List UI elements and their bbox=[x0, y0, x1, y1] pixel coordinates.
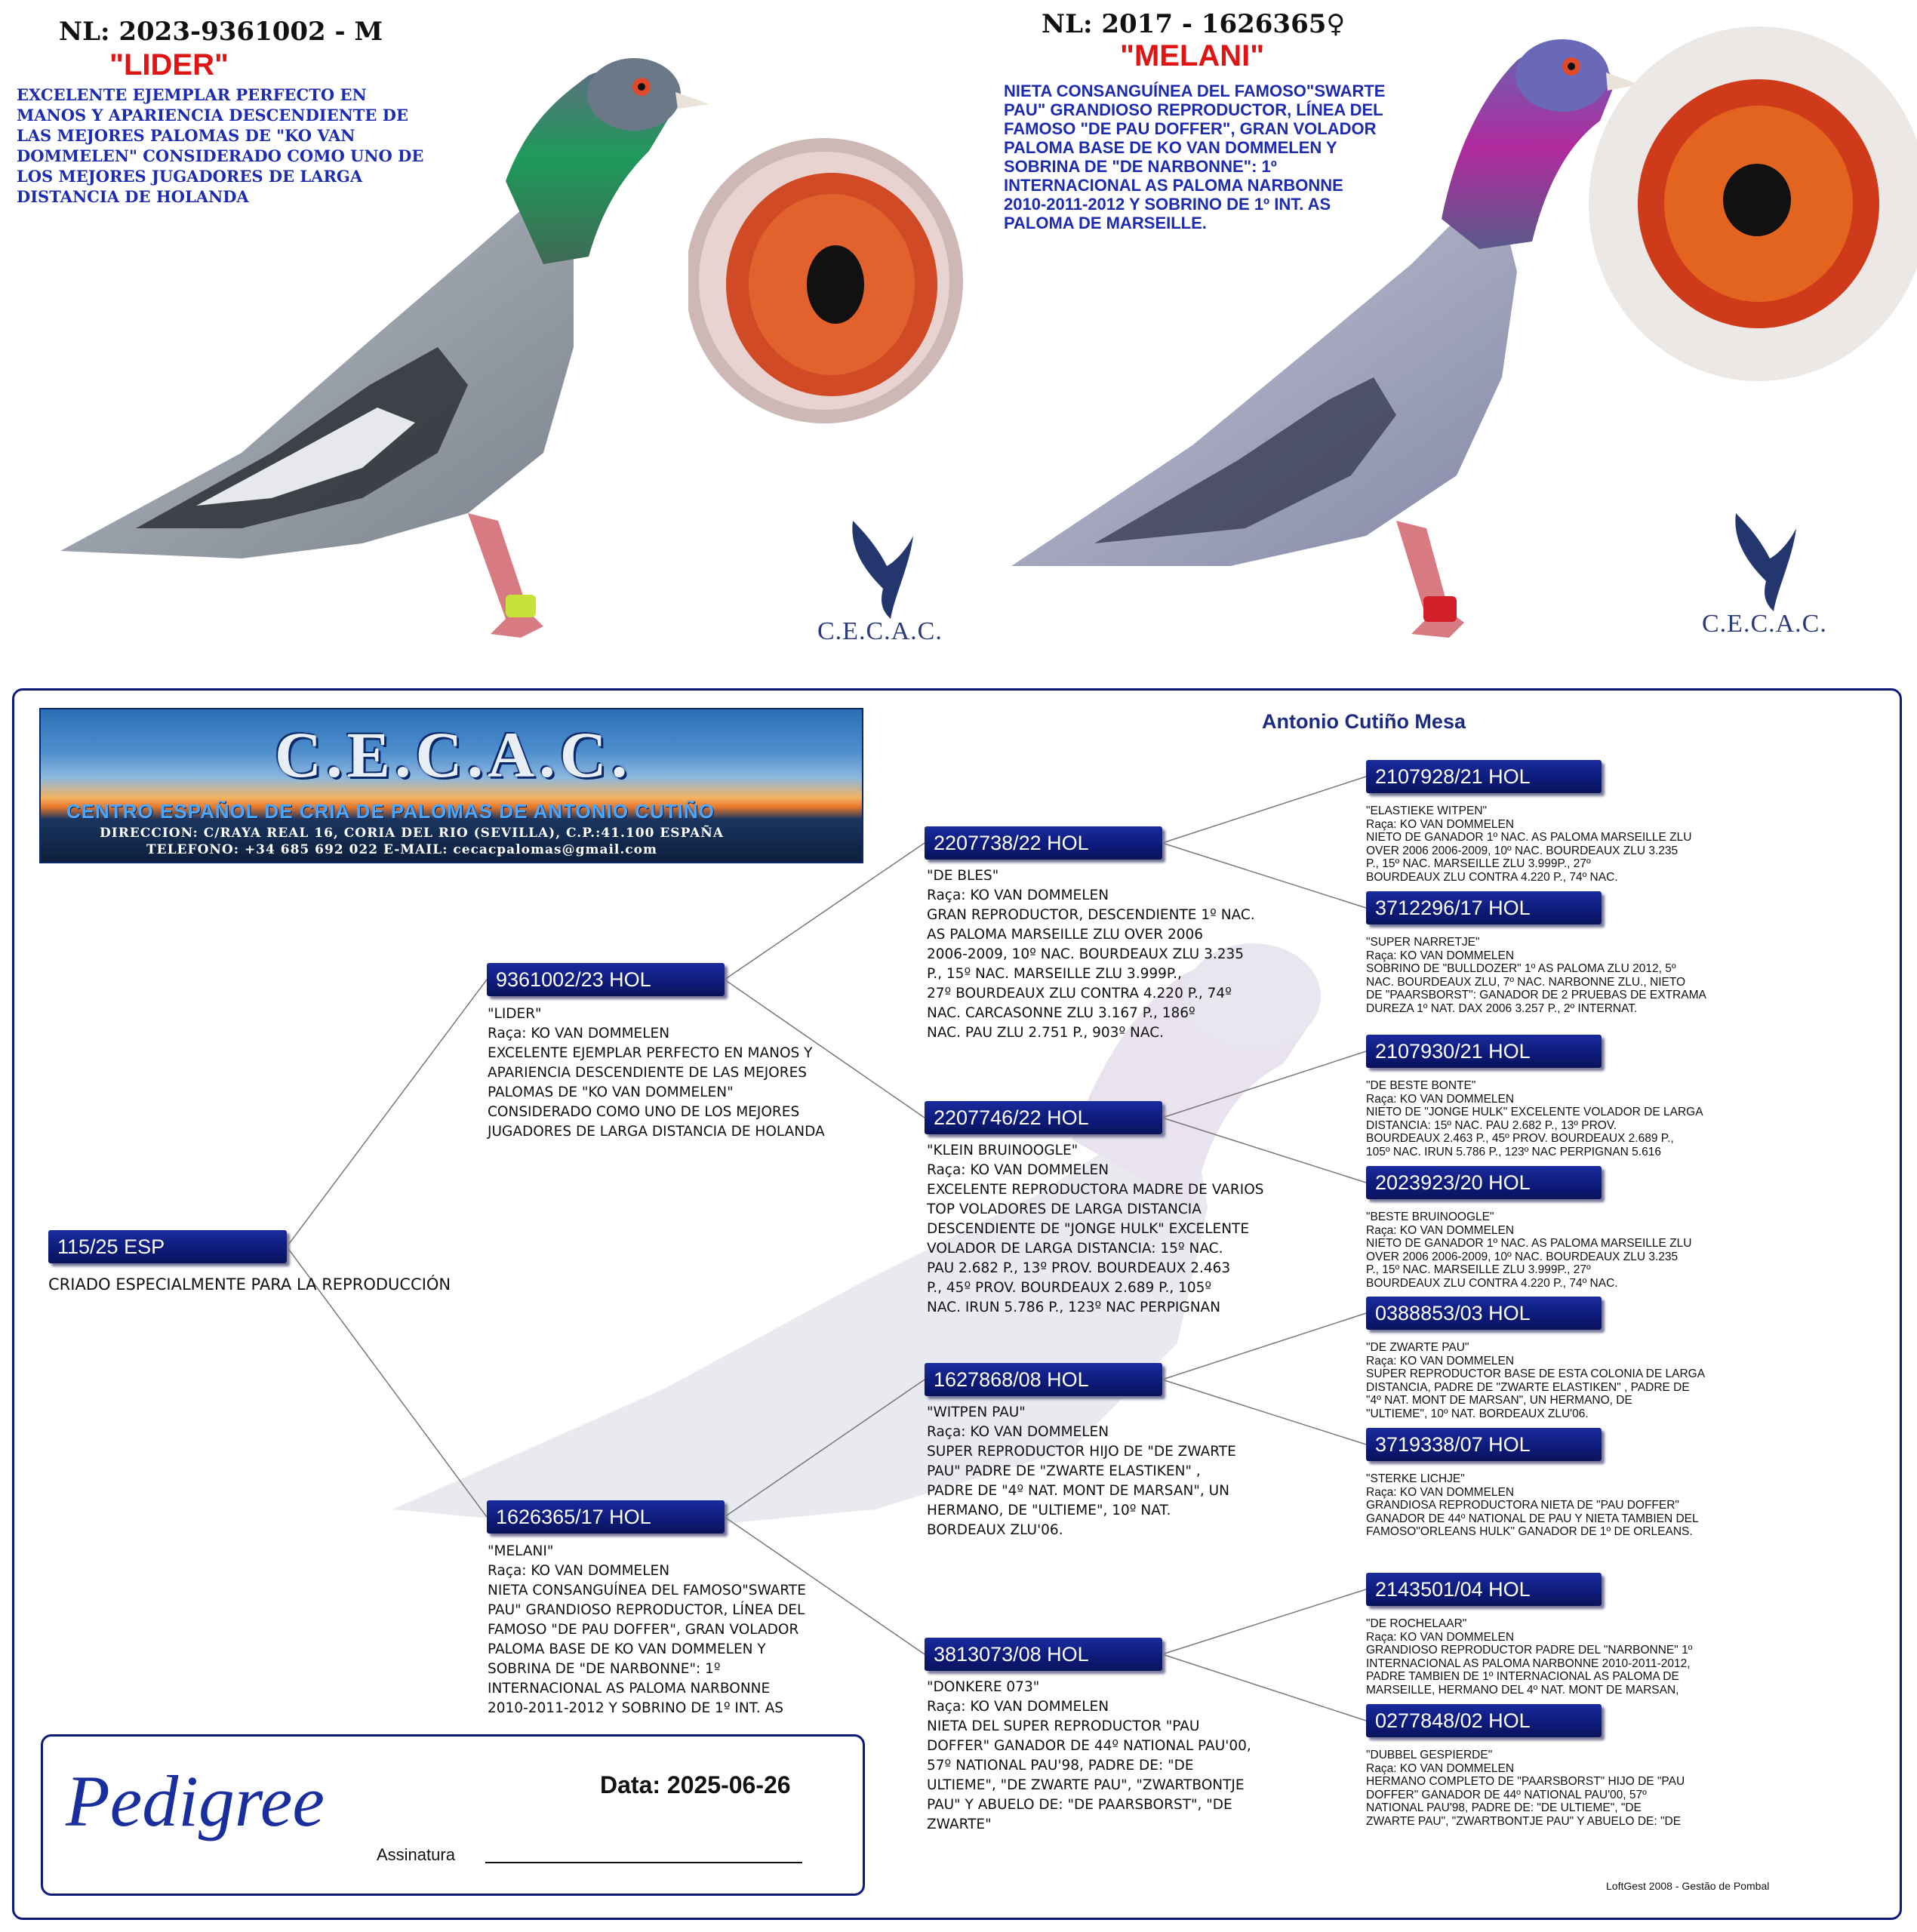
grandparent-text: "WITPEN PAU" Raça: KO VAN DOMMELEN SUPER REPRODUCTOR HIJO DE "DE ZWARTE PAU" PADRE DE "ZWARTE ELASTIKEN" , PADRE DE "4º NAT. MONT DE MARSAN", UN HERMANO, DE "ULTIEME", 10º NAT. BORDEAUX ZLU'06. bbox=[927, 1404, 1236, 1538]
great-grandparent-ring-box[interactable]: 0277848/02 HOL bbox=[1366, 1704, 1602, 1737]
great-grandparent-text: "DE ROCHELAAR" Raça: KO VAN DOMMELEN GRANDIOSO REPRODUCTOR PADRE DEL "NARBONNE" 1º INTERNACIONAL AS PALOMA NARBONNE 2010-2011-2012, PADRE TAMBIEN DE 1º INTERNACIONAL AS PALOMA DE MARSEILLE, HERMANO DEL 4º NAT. MONT DE MARSAN, bbox=[1366, 1617, 1693, 1697]
great-grandparent-ring-box[interactable]: 2107928/21 HOL bbox=[1366, 760, 1602, 793]
parent-ring-box[interactable]: 9361002/23 HOL bbox=[487, 963, 725, 996]
great-grandparent-ring-box[interactable]: 2143501/04 HOL bbox=[1366, 1573, 1602, 1606]
left-bird-ring: NL: 2023-9361002 - M bbox=[59, 17, 383, 47]
owner-name: Antonio Cutiño Mesa bbox=[1262, 710, 1466, 733]
great-grandparent-ring-box[interactable]: 3719338/07 HOL bbox=[1366, 1428, 1602, 1461]
great-grandparent-text: "BESTE BRUINOOGLE" Raça: KO VAN DOMMELEN NIETO DE GANADOR 1º NAC. AS PALOMA MARSEILLE ZLU OVER 2006 2006-2009, 10º NAC. BOURDEAUX ZLU 3.235 P., 15º NAC. MARSEILLE ZLU 3.999P., 27º BOURDEAUX ZLU CONTRA 4.220 P., 74º NAC. bbox=[1366, 1211, 1692, 1290]
subject-text: CRIADO ESPECIALMENTE PARA LA REPRODUCCIÓN bbox=[48, 1275, 451, 1294]
right-bird-ring: NL: 2017 - 1626365♀ bbox=[1042, 9, 1346, 39]
grandparent-ring-box[interactable]: 2207746/22 HOL bbox=[925, 1101, 1162, 1134]
banner-title: C.E.C.A.C. bbox=[275, 718, 632, 791]
banner-contact: TELEFONO: +34 685 692 022 E-MAIL: cecacpalomas@gmail.com bbox=[146, 842, 657, 857]
great-grandparent-text: "DE BESTE BONTE" Raça: KO VAN DOMMELEN NIETO DE "JONGE HULK" EXCELENTE VOLADOR DE LARGA DISTANCIA: 15º NAC. PAU 2.682 P., 13º PROV. BOURDEAUX 2.463 P., 45º PROV. BOURDEAUX 2.689 P., 105º NAC. IRUN 5.786 P., 123º NAC PERPIGNAN 5.616 bbox=[1366, 1079, 1703, 1158]
grandparent-text: "DONKERE 073" Raça: KO VAN DOMMELEN NIETA DEL SUPER REPRODUCTOR "PAU DOFFER" GANADOR DE 44º NATIONAL PAU'00, 57º NATIONAL PAU'98, PADRE DE: "DE ULTIEME", "DE ZWARTE PAU", "ZWARTBONTJE PAU" Y ABUELO DE: "DE PAARSBORST", "DE ZWARTE" bbox=[927, 1679, 1251, 1832]
great-grandparent-text: "STERKE LICHJE" Raça: KO VAN DOMMELEN GRANDIOSA REPRODUCTORA NIETA DE "PAU DOFFER" GANADOR DE 44º NATIONAL DE PAU Y NIETA TAMBIEN DEL FAMOSO"ORLEANS HULK" GANADOR DE 1º DE ORLEANS. bbox=[1366, 1472, 1699, 1538]
pedigree-title: Pedigree bbox=[66, 1761, 325, 1841]
great-grandparent-text: "SUPER NARRETJE" Raça: KO VAN DOMMELEN SOBRINO DE "BULLDOZER" 1º AS PALOMA ZLU 2012, 5º NAC. BOURDEAUX ZLU, 7º NAC. NARBONNE ZLU., NIETO DE "PAARSBORST": GANADOR DE 2 PRUEBAS DE EXTRAMA DUREZA 1º NAT. DAX 2006 3.257 P., 2º INTERNAT. bbox=[1366, 936, 1706, 1015]
grandparent-ring-box[interactable]: 1627868/08 HOL bbox=[925, 1363, 1162, 1396]
right-bird-name: "MELANI" bbox=[1120, 39, 1265, 72]
grandparent-text: "KLEIN BRUINOOGLE" Raça: KO VAN DOMMELEN EXCELENTE REPRODUCTORA MADRE DE VARIOS TOP VOLADORES DE LARGA DISTANCIA DESCENDIENTE DE "JONGE HULK" EXCELENTE VOLADOR DE LARGA DISTANCIA: 15º NAC. PAU 2.682 P., 13º PROV. BOURDEAUX 2.463 P., 45º PROV. BOURDEAUX 2.689 P., 105º NAC. IRUN 5.786 P., 123º NAC PERPIGNAN bbox=[927, 1143, 1264, 1315]
left-bird-name: "LIDER" bbox=[109, 48, 229, 82]
parent-text: "MELANI" Raça: KO VAN DOMMELEN NIETA CONSANGUÍNEA DEL FAMOSO"SWARTE PAU" GRANDIOSO REPRODUCTOR, LÍNEA DEL FAMOSO "DE PAU DOFFER", GRAN VOLADOR PALOMA BASE DE KO VAN DOMMELEN Y SOBRINA DE "DE NARBONNE": 1º INTERNACIONAL AS PALOMA NARBONNE 2010-2011-2012 Y SOBRINO DE 1º INT. AS bbox=[488, 1543, 806, 1716]
great-grandparent-text: "ELASTIEKE WITPEN" Raça: KO VAN DOMMELEN NIETO DE GANADOR 1º NAC. AS PALOMA MARSEILLE ZLU OVER 2006 2006-2009, 10º NAC. BOURDEAUX ZLU 3.235 P., 15º NAC. MARSEILLE ZLU 3.999P., 27º BOURDEAUX ZLU CONTRA 4.220 P., 74º NAC. bbox=[1366, 804, 1692, 884]
subject-ring-box[interactable]: 115/25 ESP bbox=[48, 1230, 287, 1263]
great-grandparent-text: "DUBBEL GESPIERDE" Raça: KO VAN DOMMELEN HERMANO COMPLETO DE "PAARSBORST" HIJO DE "PAU DOFFER" GANADOR DE 44º NATIONAL PAU'00, 57º NATIONAL PAU'98, PADRE DE: "DE ULTIEME", "DE ZWARTE PAU", "ZWARTBONTJE PAU" Y ABUELO DE: "DE bbox=[1366, 1749, 1685, 1828]
right-bird-description: NIETA CONSANGUÍNEA DEL FAMOSO"SWARTE PAU" GRANDIOSO REPRODUCTOR, LÍNEA DEL FAMOSO "DE PAU DOFFER", GRAN VOLADOR PALOMA BASE DE KO VAN DOMMELEN Y SOBRINA DE "DE NARBONNE": 1º INTERNACIONAL AS PALOMA NARBONNE 2010-2011-2012 Y SOBRINO DE 1º INT. AS PALOMA DE MARSEILLE. bbox=[1004, 82, 1386, 232]
pedigree-signature-box bbox=[41, 1734, 865, 1896]
great-grandparent-ring-box[interactable]: 3712296/17 HOL bbox=[1366, 891, 1602, 924]
right-cecac-logo-text: C.E.C.A.C. bbox=[1702, 610, 1827, 638]
signature-label: Assinatura bbox=[377, 1845, 455, 1864]
great-grandparent-ring-box[interactable]: 2023923/20 HOL bbox=[1366, 1166, 1602, 1199]
grandparent-ring-box[interactable]: 2207738/22 HOL bbox=[925, 826, 1162, 860]
signature-line[interactable] bbox=[485, 1862, 802, 1863]
banner-address: DIRECCION: C/RAYA REAL 16, CORIA DEL RIO (SEVILLA), C.P.:41.100 ESPAÑA bbox=[100, 826, 725, 841]
grandparent-text: "DE BLES" Raça: KO VAN DOMMELEN GRAN REPRODUCTOR, DESCENDIENTE 1º NAC. AS PALOMA MARSEILLE ZLU OVER 2006 2006-2009, 10º NAC. BOURDEAUX ZLU 3.235 P., 15º NAC. MARSEILLE ZLU 3.999P., 27º BOURDEAUX ZLU CONTRA 4.220 P., 74º NAC. CARCASONNE ZLU 3.167 P., 186º NAC. PAU ZLU 2.751 P., 903º NAC. bbox=[927, 868, 1255, 1041]
great-grandparent-text: "DE ZWARTE PAU" Raça: KO VAN DOMMELEN SUPER REPRODUCTOR BASE DE ESTA COLONIA DE LARGA DISTANCIA, PADRE DE "ZWARTE ELASTIKEN" , PADRE DE "4º NAT. MONT DE MARSAN", UN HERMANO, DE "ULTIEME", 10º NAT. BORDEAUX ZLU'06. bbox=[1366, 1341, 1706, 1420]
parent-text: "LIDER" Raça: KO VAN DOMMELEN EXCELENTE EJEMPLAR PERFECTO EN MANOS Y APARIENCIA DESCENDIENTE DE LAS MEJORES PALOMAS DE "KO VAN DOMMELEN" CONSIDERADO COMO UNO DE LOS MEJORES JUGADORES DE LARGA DISTANCIA DE HOLANDA bbox=[488, 1006, 825, 1140]
great-grandparent-ring-box[interactable]: 0388853/03 HOL bbox=[1366, 1297, 1602, 1330]
parent-ring-box[interactable]: 1626365/17 HOL bbox=[487, 1500, 725, 1534]
great-grandparent-ring-box[interactable]: 2107930/21 HOL bbox=[1366, 1035, 1602, 1068]
banner-subtitle: CENTRO ESPAÑOL DE CRIA DE PALOMAS DE ANTONIO CUTIÑO bbox=[66, 800, 715, 823]
pedigree-date: Data: 2025-06-26 bbox=[600, 1771, 791, 1798]
grandparent-ring-box[interactable]: 3813073/08 HOL bbox=[925, 1638, 1162, 1671]
left-bird-description: EXCELENTE EJEMPLAR PERFECTO EN MANOS Y APARIENCIA DESCENDIENTE DE LAS MEJORES PALOMAS DE "KO VAN DOMMELEN" CONSIDERADO COMO UNO DE LOS MEJORES JUGADORES DE LARGA DISTANCIA DE HOLANDA bbox=[17, 85, 424, 206]
left-cecac-logo-text: C.E.C.A.C. bbox=[817, 617, 943, 645]
footer-credit: LoftGest 2008 - Gestão de Pombal bbox=[1606, 1880, 1770, 1892]
